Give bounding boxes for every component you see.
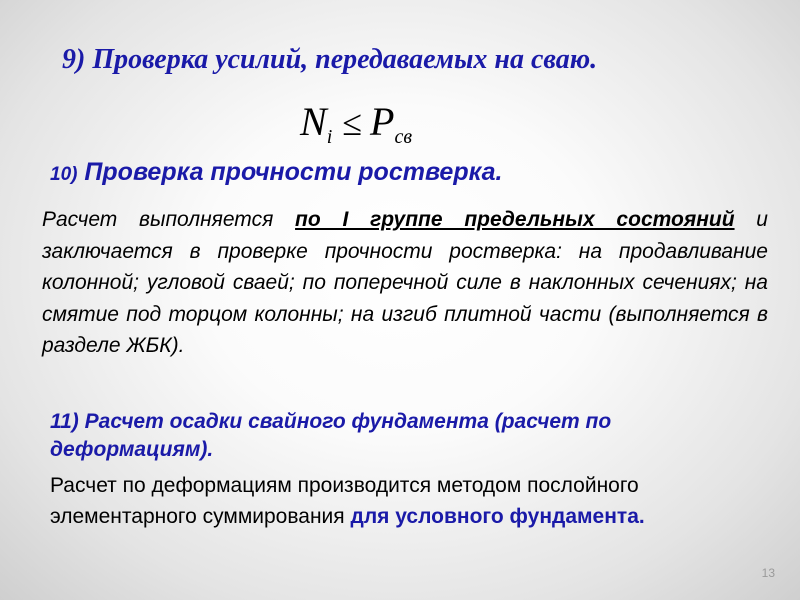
formula <box>300 98 500 148</box>
paragraph-strength-text-2: и заключается в проверке прочности ростверка: на продавливание колонной; угловой сваей; по поперечной силе в наклонных сечениях; на смятие под торцом колонны; на изгиб плитной части (выполняется в разделе ЖБК). <box>42 208 768 357</box>
paragraph-settlement-emphasis: для условного фундамента. <box>350 505 645 528</box>
formula-rhs-sub: св <box>394 126 413 148</box>
paragraph-strength-text-1: Расчет выполняется <box>42 208 296 231</box>
heading-10-number: 10) <box>50 164 78 185</box>
page-number: 13 <box>761 566 775 580</box>
paragraph-strength <box>42 204 768 362</box>
heading-10-text: Проверка прочности ростверка. <box>77 158 503 186</box>
paragraph-strength-emphasis: по I группе предельных состояний <box>295 208 735 231</box>
formula-op: ≤ <box>342 103 363 143</box>
paragraph-settlement-text: Расчет по деформациям производится методом послойного элементарного суммирования <box>50 474 639 528</box>
formula-lhs-sub: i <box>326 126 333 148</box>
heading-10 <box>50 158 750 187</box>
heading-11: 11) Расчет осадки свайного фундамента (расчет по деформациям). <box>50 410 612 461</box>
formula-lhs: N <box>300 99 327 144</box>
paragraph-settlement <box>50 470 780 532</box>
formula-rhs: P <box>370 99 395 144</box>
heading-9: 9) Проверка усилий, передаваемых на сваю. <box>62 44 598 75</box>
